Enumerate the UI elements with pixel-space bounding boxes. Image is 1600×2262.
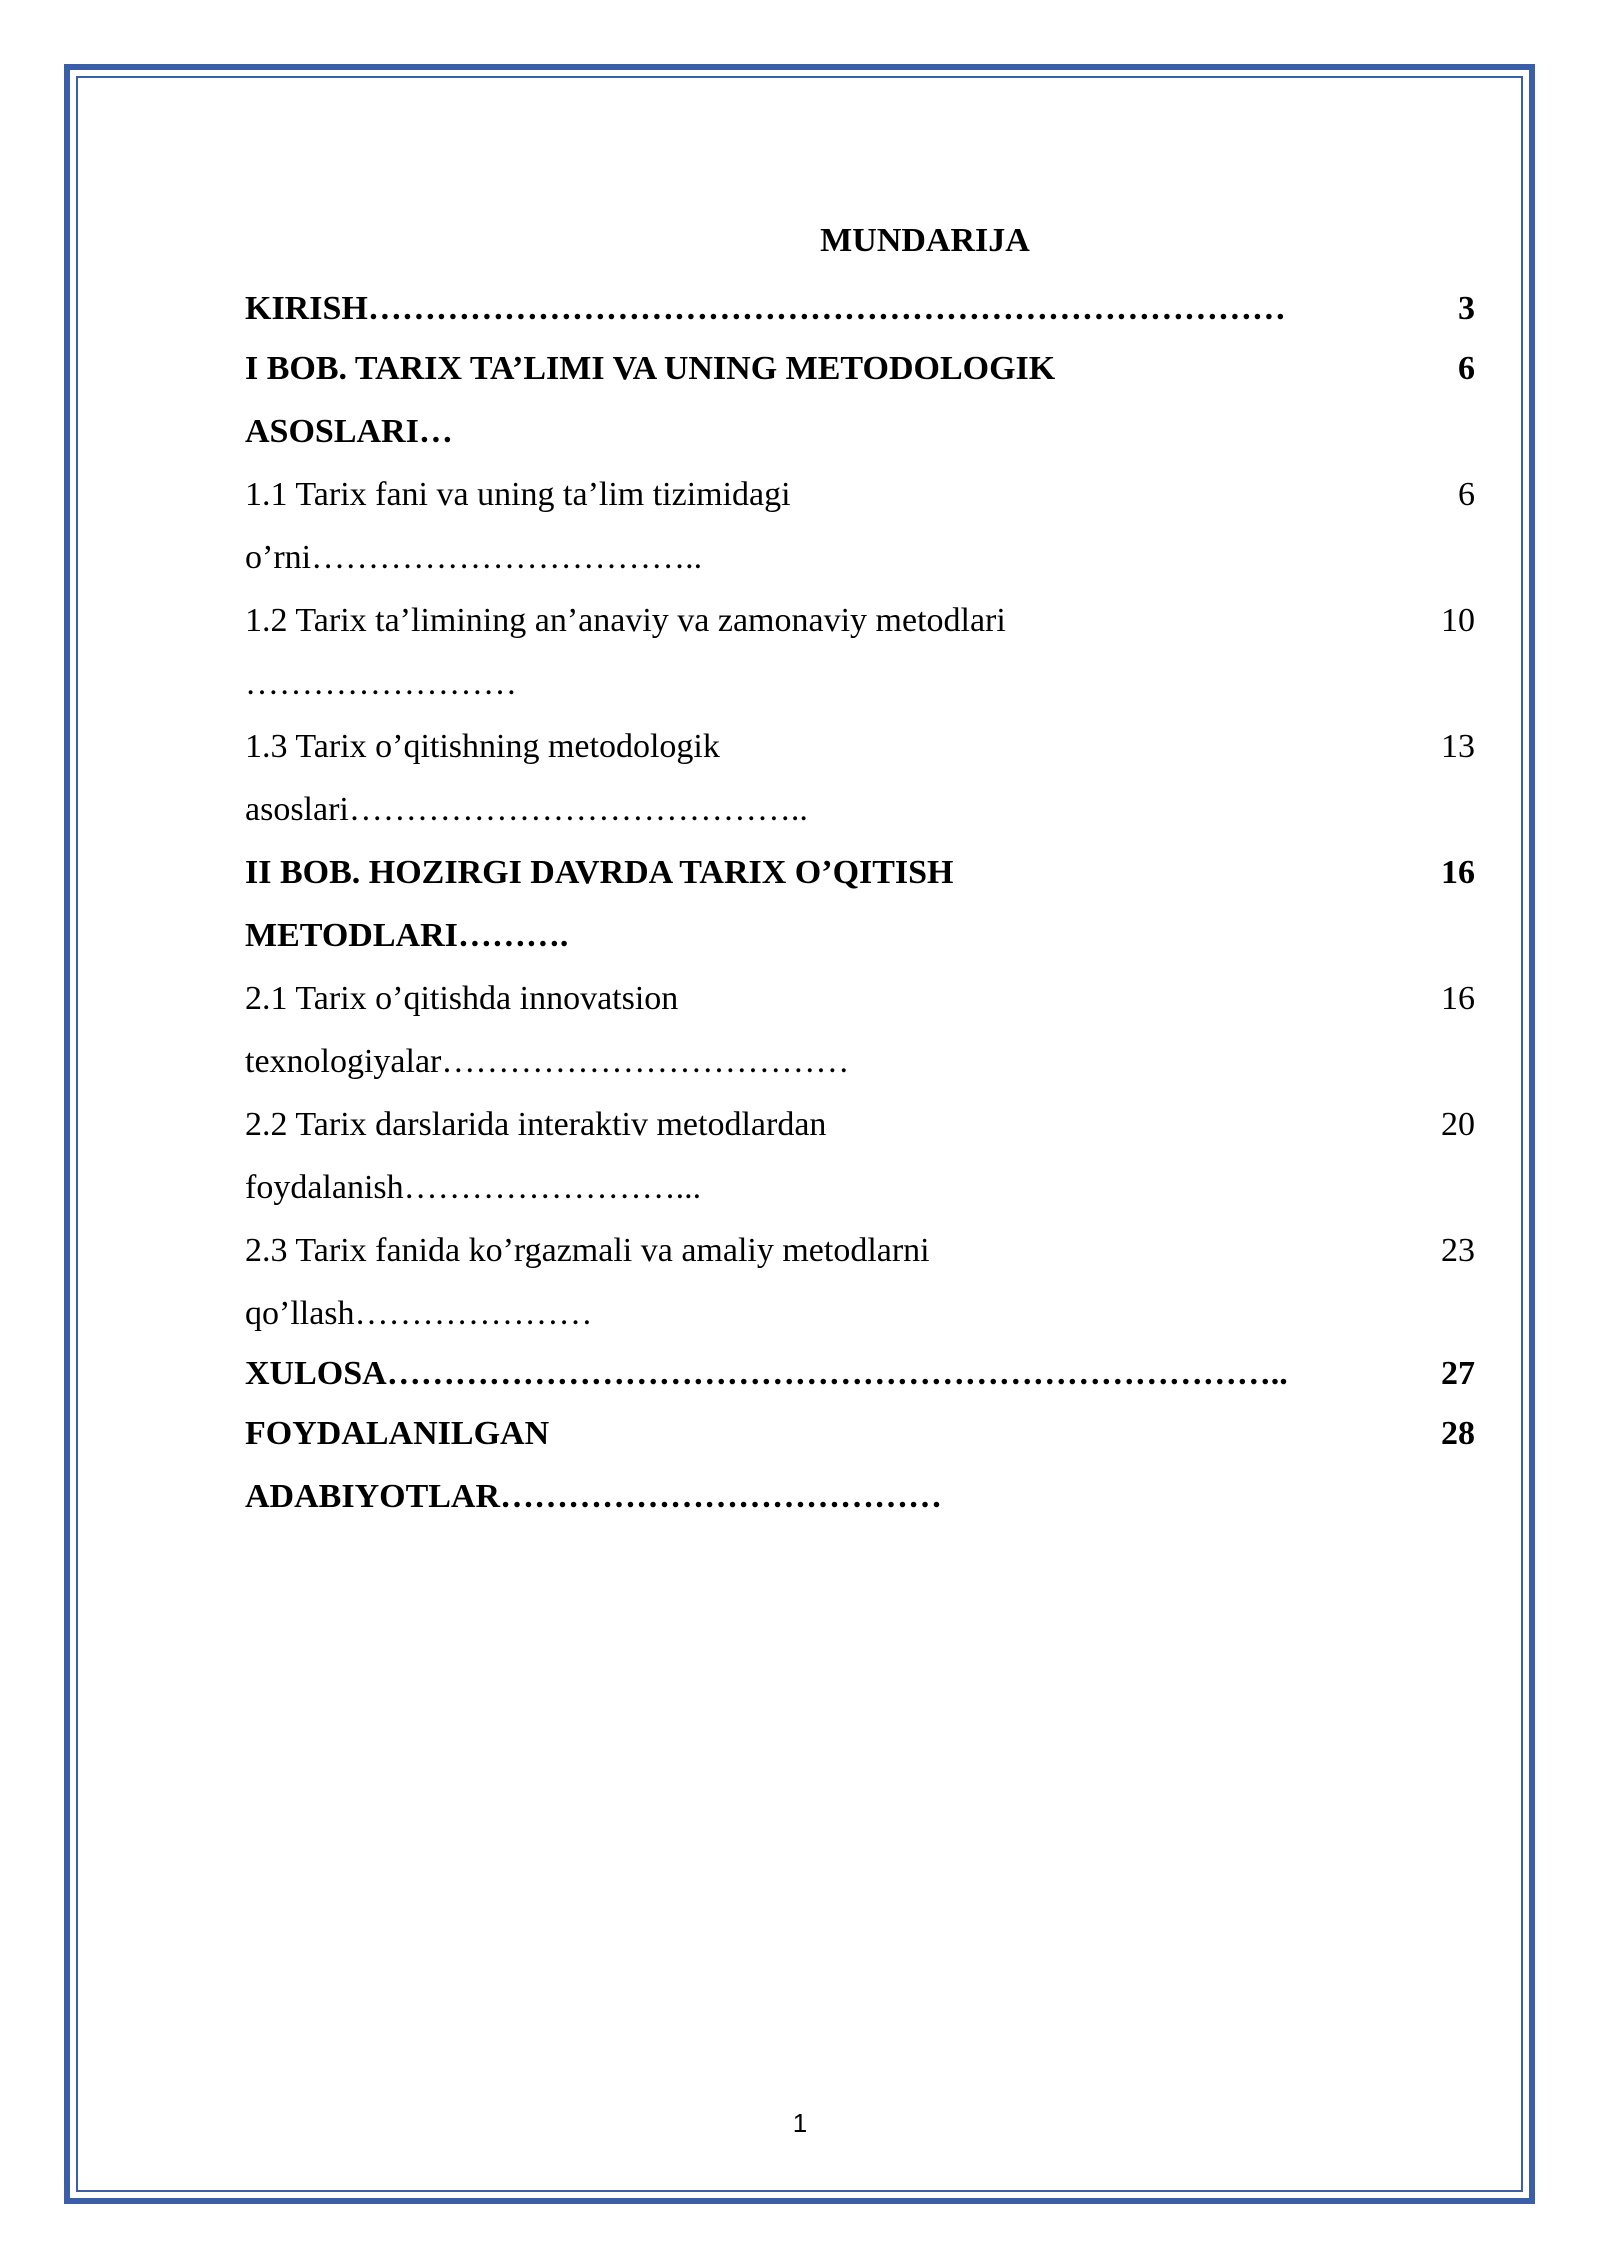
- toc-entry-page: 16: [1441, 980, 1475, 1017]
- toc-entry-text: 1.2 Tarix ta’limining an’anaviy va zamonaviy metodlari ……………………: [245, 602, 1006, 702]
- toc-entry-text: KIRISH………………………………………………………………………: [245, 290, 1286, 327]
- toc-entry-kirish[interactable]: [245, 280, 1475, 337]
- toc-entry-text: XULOSA……………………………………………………………………..: [245, 1355, 1288, 1392]
- toc-entry-section-1-3[interactable]: [245, 715, 1475, 841]
- toc-entry-page: 6: [1458, 350, 1475, 387]
- toc-entry-page: 27: [1441, 1355, 1475, 1392]
- table-of-contents: [245, 218, 1475, 1528]
- toc-entry-xulosa[interactable]: [245, 1345, 1475, 1402]
- toc-entry-page: 23: [1441, 1232, 1475, 1269]
- toc-entry-section-1-1[interactable]: [245, 463, 1475, 589]
- toc-entry-section-2-2[interactable]: [245, 1093, 1475, 1219]
- page-number: 1: [792, 2108, 808, 2138]
- toc-entry-page: 3: [1458, 290, 1475, 327]
- toc-entry-section-1-2[interactable]: [245, 589, 1475, 715]
- toc-entry-page: 16: [1441, 854, 1475, 891]
- toc-entry-section-2-3[interactable]: [245, 1219, 1475, 1345]
- toc-entry-page: 13: [1441, 728, 1475, 765]
- toc-entry-text: FOYDALANILGAN ADABIYOTLAR…………………………………: [245, 1415, 943, 1515]
- toc-entry-text: 1.3 Tarix o’qitishning metodologik asoslari…………………………………..: [245, 728, 808, 828]
- toc-entry-text: 2.2 Tarix darslarida interaktiv metodlardan foydalanish……………………...: [245, 1106, 827, 1206]
- toc-entry-section-2-1[interactable]: [245, 967, 1475, 1093]
- toc-entry-page: 6: [1458, 476, 1475, 513]
- toc-entry-page: 28: [1441, 1415, 1475, 1452]
- toc-entry-text: 1.1 Tarix fani va uning ta’lim tizimidagi o’rni……………………………..: [245, 476, 791, 576]
- toc-entry-chapter-1[interactable]: [245, 337, 1475, 463]
- toc-entry-text: I BOB. TARIX TA’LIMI VA UNING METODOLOGIK ASOSLARI…: [245, 350, 1056, 450]
- toc-entry-page: 10: [1441, 602, 1475, 639]
- toc-entry-bibliography[interactable]: [245, 1402, 1475, 1528]
- toc-entry-page: 20: [1441, 1106, 1475, 1143]
- toc-entry-text: II BOB. HOZIRGI DAVRDA TARIX O’QITISH METODLARI……….: [245, 854, 954, 954]
- toc-entry-text: 2.3 Tarix fanida ko’rgazmali va amaliy metodlarni qo’llash…………………: [245, 1232, 930, 1332]
- toc-entry-chapter-2[interactable]: [245, 841, 1475, 967]
- toc-entry-text: 2.1 Tarix o’qitishda innovatsion texnologiyalar………………………………: [245, 980, 850, 1080]
- toc-title: MUNDARIJA: [820, 222, 1030, 259]
